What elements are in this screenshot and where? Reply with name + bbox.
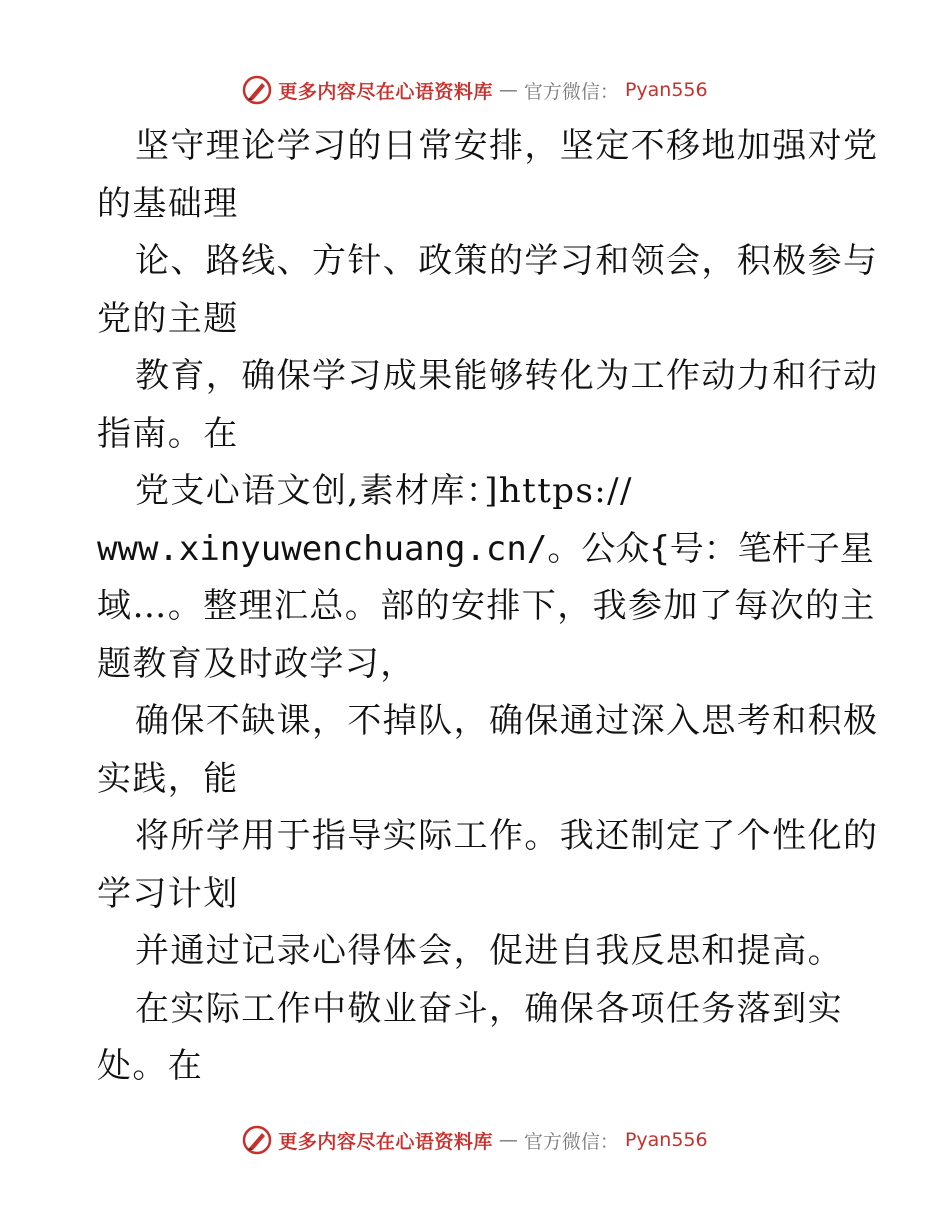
wechat-id: Pyan556 [624, 79, 708, 101]
text-line: 在实际工作中敬业奋斗，确保各项任务落到实 [135, 988, 843, 1029]
wechat-label: 官方微信： [523, 80, 619, 103]
pen-logo-icon [242, 1125, 272, 1155]
wechat-id: Pyan556 [624, 1129, 708, 1151]
text-line: 域…。整理汇总。部的安排下，我参加了每次的主 [97, 586, 876, 626]
text-line: 坚守理论学习的日常安排，坚定不移地加强对党 [135, 126, 879, 166]
document-body [97, 118, 879, 1096]
text-line: 题教育及时政学习， [97, 643, 416, 684]
text-line: 党的主题 [97, 298, 239, 339]
text-line: 并通过记录心得体会，促进自我反思和提高。 [135, 931, 843, 971]
site-name-text: 更多内容尽在心语资料库 [278, 1130, 493, 1153]
text-line: 处。在 [97, 1046, 204, 1086]
header-banner [0, 70, 950, 110]
text-line: 论、路线、方针、政策的学习和领会，积极参与 [135, 241, 879, 281]
text-line: 将所学用于指导实际工作。我还制定了个性化的 [135, 816, 879, 856]
text-line: 实践，能 [97, 758, 239, 799]
pen-logo-icon [242, 75, 272, 105]
text-line: 确保不缺课，不掉队，确保通过深入思考和积极 [135, 701, 879, 741]
text-line: 指南。在 [97, 413, 239, 454]
text-line: 学习计划 [97, 873, 239, 914]
separator-dash: — [498, 1129, 518, 1151]
footer-banner [0, 1120, 950, 1160]
site-name-text: 更多内容尽在心语资料库 [278, 80, 493, 103]
text-line: 的基础理 [97, 183, 239, 224]
text-line-url: www.xinyuwenchuang.cn/。公众{号：笔杆子星 [97, 528, 874, 569]
text-line: 教育，确保学习成果能够转化为工作动力和行动 [135, 356, 879, 396]
separator-dash: — [498, 79, 518, 101]
wechat-label: 官方微信： [523, 1130, 619, 1153]
text-line: 党支心语文创,素材库：]https:// [135, 471, 633, 511]
